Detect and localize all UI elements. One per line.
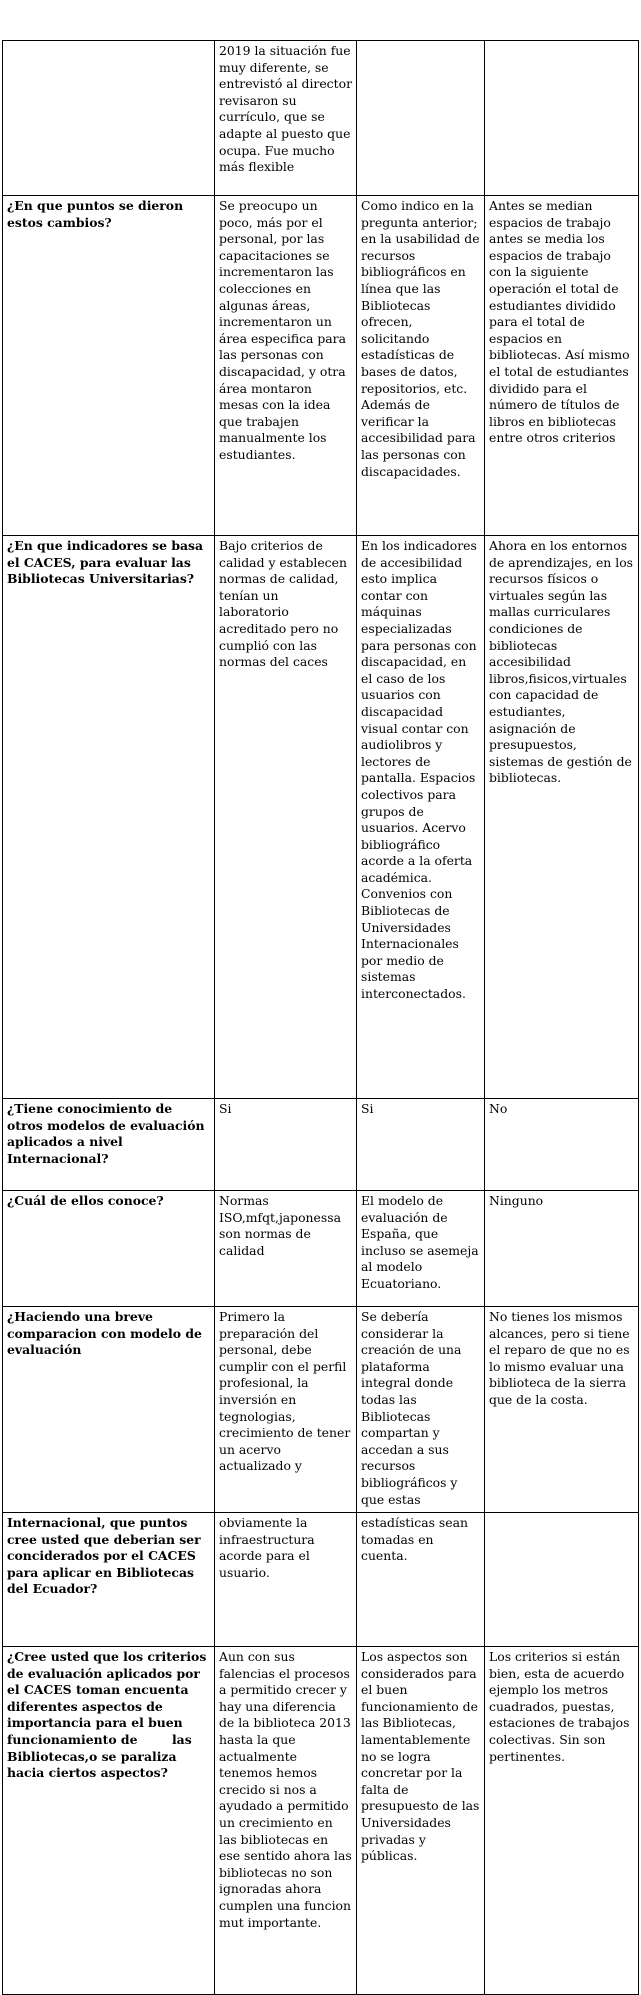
- answer-text: Se preocupo un poco, más por el personal, por las capacitaciones se incrementaron las colecciones en algunas áreas, incrementaron un área especifica para las personas con discapacidad, y otra área montaron mesas con la idea que trabajen manualmente los estudiantes.: [219, 198, 350, 462]
- answer-text: Normas ISO,mfqt,japonessa son normas de calidad: [219, 1193, 345, 1258]
- answer-text: Como indico en la pregunta anterior; en la usabilidad de recursos bibliográficos en línea que las Bibliotecas ofrecen, solicitando estadísticas de bases de datos, repositorios, etc. Además de verificar la accesibilidad para las personas con discapacidades.: [361, 198, 484, 479]
- answer-cell: [215, 1191, 357, 1307]
- question-cell: [3, 536, 215, 1099]
- table-row: [3, 1647, 639, 1995]
- table-row: [3, 1099, 639, 1191]
- question-text: Internacional, que puntos cree usted que deberian ser conciderados por el CACES para aplicar en Bibliotecas del Ecuador?: [7, 1515, 205, 1597]
- question-text: ¿Cuál de ellos conoce?: [7, 1193, 164, 1208]
- answer-cell: [485, 536, 639, 1099]
- answer-cell: [485, 1307, 639, 1513]
- answer-text: No tienes los mismos alcances, pero si tiene el reparo de que no es lo mismo evaluar una biblioteca de la sierra que de la costa.: [489, 1309, 634, 1407]
- question-cell: [3, 1191, 215, 1307]
- question-cell: [3, 1647, 215, 1995]
- answer-cell: [357, 536, 485, 1099]
- answer-text: Si: [361, 1101, 374, 1116]
- survey-table: [2, 40, 639, 1995]
- answer-cell: [357, 1513, 485, 1647]
- answer-text: Si: [219, 1101, 232, 1116]
- answer-text: Primero la preparación del personal, debe cumplir con el perfil profesional, la inversión en tegnologias, crecimiento de tener un acervo actualizado y: [219, 1309, 355, 1474]
- answer-text: obviamente la infraestructura acorde para el usuario.: [219, 1515, 319, 1580]
- answer-cell: [357, 1307, 485, 1513]
- answer-cell: [485, 196, 639, 536]
- answer-cell: [485, 1191, 639, 1307]
- question-text: ¿En que indicadores se basa el CACES, para evaluar las Bibliotecas Universitarias?: [7, 538, 208, 587]
- table-row: [3, 1513, 639, 1647]
- question-text: ¿En que puntos se dieron estos cambios?: [7, 198, 188, 230]
- table-row: [3, 1191, 639, 1307]
- answer-cell: [357, 196, 485, 536]
- answer-text: Los criterios si están bien, esta de acuerdo ejemplo los metros cuadrados, puestas, estaciones de trabajos colectivas. Sin son pertinentes.: [489, 1649, 634, 1764]
- answer-cell: [215, 196, 357, 536]
- question-text: ¿Tiene conocimiento de otros modelos de evaluación aplicados a nivel Internacional?: [7, 1101, 209, 1166]
- answer-cell: [357, 1647, 485, 1995]
- answer-text: Ahora en los entornos de aprendizajes, en los recursos físicos o virtuales según las mallas curriculares condiciones de bibliotecas accesibilidad libros,fisicos,virtuales con capacidad de estudiantes, asignación de presupuestos, sistemas de gestión de bibliotecas.: [489, 538, 637, 786]
- question-cell: [3, 1307, 215, 1513]
- table-row: [3, 536, 639, 1099]
- answer-cell: [357, 1191, 485, 1307]
- answer-cell: [215, 1099, 357, 1191]
- question-text: ¿Haciendo una breve comparacion con modelo de evaluación: [7, 1309, 207, 1358]
- answer-text: Aun con sus falencias el procesos a permitido crecer y hay una diferencia de la biblioteca 2013 hasta la que actualmente tenemos hemos crecido si nos a ayudado a permitido un crecimiento en las bibliotecas en ese sentido ahora las bibliotecas no son ignoradas ahora cumplen una funcion mut importante.: [219, 1649, 356, 1930]
- table-row: [3, 196, 639, 536]
- answer-cell: [215, 1513, 357, 1647]
- answer-text: El modelo de evaluación de España, que incluso se asemeja al modelo Ecuatoriano.: [361, 1193, 483, 1291]
- answer-cell: [215, 41, 357, 196]
- question-cell: [3, 1513, 215, 1647]
- question-cell: [3, 41, 215, 196]
- answer-text: Bajo criterios de calidad y establecen normas de calidad, tenían un laboratorio acreditado pero no cumplió con las normas del caces: [219, 538, 351, 670]
- answer-cell: [485, 41, 639, 196]
- answer-cell: [485, 1099, 639, 1191]
- table-row: [3, 41, 639, 196]
- answer-text: En los indicadores de accesibilidad esto implica contar con máquinas especializadas para personas con discapacidad, en el caso de los usuarios con discapacidad visual contar con audiolibros y lectores de pantalla. Espacios colectivos para grupos de usuarios. Acervo bibliográfico acorde a la oferta académica. Convenios con Bibliotecas de Universidades Internacionales por medio de sistemas interconectados.: [361, 538, 481, 1002]
- answer-text: Ninguno: [489, 1193, 544, 1208]
- answer-cell: [215, 1307, 357, 1513]
- answer-text: estadísticas sean tomadas en cuenta.: [361, 1515, 472, 1564]
- answer-text: Los aspectos son considerados para el buen funcionamiento de las Bibliotecas, lamentablemente no se logra concretar por la falta de presupuesto de las Universidades privadas y públicas.: [361, 1649, 484, 1864]
- table-row: [3, 1307, 639, 1513]
- answer-text: Antes se median espacios de trabajo antes se media los espacios de trabajo con la siguiente operación el total de estudiantes dividido para el total de espacios en bibliotecas. Así mismo el total de estudiantes dividido para el número de títulos de libros en bibliotecas entre otros criterios: [489, 198, 634, 446]
- answer-cell: [485, 1513, 639, 1647]
- question-cell: [3, 196, 215, 536]
- answer-cell: [357, 41, 485, 196]
- question-text: ¿Cree usted que los criterios de evaluación aplicados por el CACES toman encuenta diferentes aspectos de importancia para el buen funcionamiento de las Bibliotecas,o se paraliza hacia ciertos aspectos?: [7, 1649, 211, 1781]
- answer-cell: [485, 1647, 639, 1995]
- answer-text: 2019 la situación fue muy diferente, se entrevistó al director revisaron su currículo, que se adapte al puesto que ocupa. Fue mucho más flexible: [219, 43, 356, 175]
- answer-text: No: [489, 1101, 508, 1116]
- question-cell: [3, 1099, 215, 1191]
- answer-text: Se debería considerar la creación de una plataforma integral donde todas las Bibliotecas compartan y accedan a sus recursos bibliográficos y que estas: [361, 1309, 466, 1507]
- answer-cell: [357, 1099, 485, 1191]
- answer-cell: [215, 536, 357, 1099]
- survey-page: [2, 40, 638, 1995]
- answer-cell: [215, 1647, 357, 1995]
